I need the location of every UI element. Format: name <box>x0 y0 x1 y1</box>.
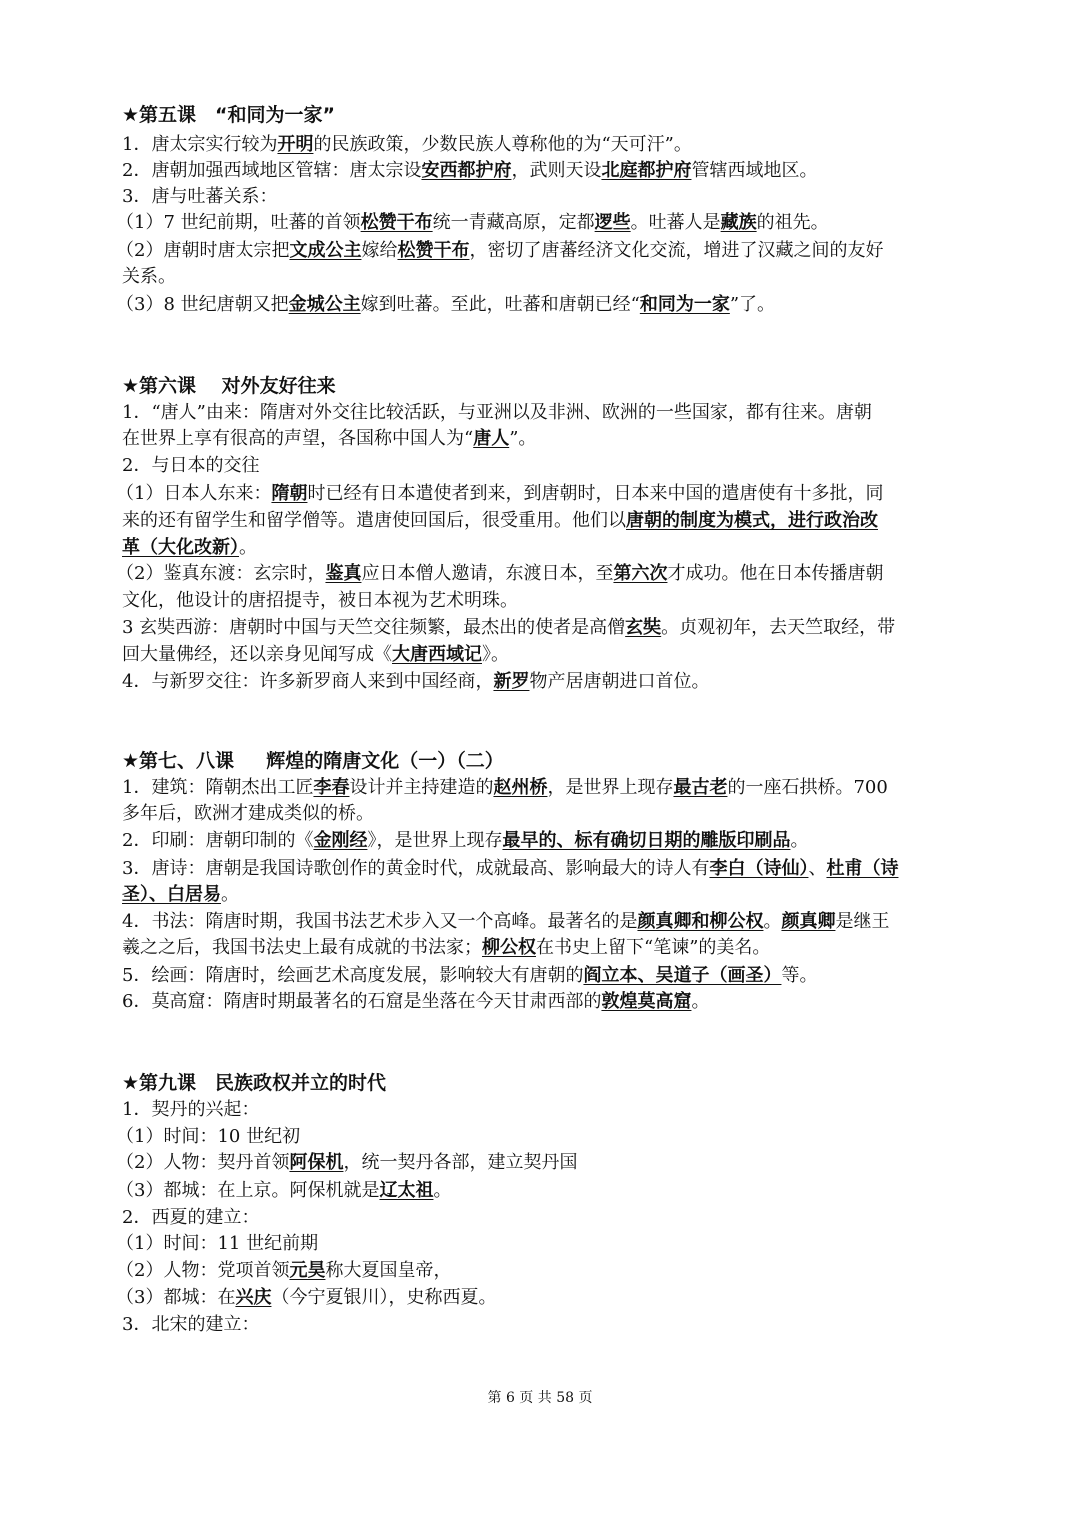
text-line: 在世界上享有很高的声望，各国称中国人为“唐人”。 <box>122 428 537 449</box>
text-line: 2．与日本的交往 <box>122 455 260 476</box>
keyword: 玄奘 <box>625 617 662 638</box>
text-line: 3．北宋的建立： <box>122 1314 260 1335</box>
text-line: 1．唐太宗实行较为开明的民族政策，少数民族人尊称他的为“天可汗”。 <box>122 134 692 155</box>
text-line: 2．西夏的建立： <box>122 1207 260 1228</box>
text-line: 4．书法：隋唐时期，我国书法艺术步入又一个高峰。最著名的是颜真卿和柳公权。颜真卿是继王 <box>122 911 890 932</box>
text-line: （1）时间：10 世纪初 <box>116 1126 301 1147</box>
keyword: 文成公主 <box>289 240 362 261</box>
keyword: 阿保机 <box>289 1152 344 1173</box>
text-line: 多年后，欧洲才建成类似的桥。 <box>122 803 374 824</box>
keyword: 松赞干布 <box>397 240 470 261</box>
text-line: （3）都城：在上京。阿保机就是辽太祖。 <box>116 1180 452 1201</box>
keyword: 最古老 <box>673 777 728 798</box>
text-line: 革（大化改新）。 <box>122 537 257 558</box>
keyword: 阎立本、吴道子（画圣） <box>583 965 782 986</box>
section-title-lesson-7-8: ★第七、八课 辉煌的隋唐文化（一）（二） <box>122 750 504 772</box>
text-line: 6．莫高窟：隋唐时期最著名的石窟是坐落在今天甘肃西部的敦煌莫高窟。 <box>122 991 710 1012</box>
text-line: 1．“唐人”由来：隋唐对外交往比较活跃，与亚洲以及非洲、欧洲的一些国家，都有往来。唐朝 <box>122 402 872 423</box>
text-line: 文化，他设计的唐招提寺，被日本视为艺术明珠。 <box>122 590 518 611</box>
text-line: 3．唐与吐蕃关系： <box>122 186 278 207</box>
text-line: 1．契丹的兴起： <box>122 1099 260 1120</box>
text-line: （2）人物：党项首领元昊称大夏国皇帝， <box>116 1260 452 1281</box>
text-line: 圣）、白居易。 <box>122 884 239 905</box>
keyword: 辽太祖 <box>379 1180 434 1201</box>
keyword: 松赞干布 <box>360 212 433 233</box>
keyword: 赵州桥 <box>493 777 548 798</box>
text-line: （3）8 世纪唐朝又把金城公主嫁到吐蕃。至此，吐蕃和唐朝已经“和同为一家”了。 <box>116 294 776 315</box>
text-line: 2．唐朝加强西域地区管辖：唐太宗设安西都护府，武则天设北庭都护府管辖西域地区。 <box>122 160 818 181</box>
keyword: 革（大化改新） <box>122 537 239 558</box>
keyword: 鉴真 <box>325 563 362 584</box>
text-line: （1）日本人东来：隋朝时已经有日本遣使者到来，到唐朝时，日本来中国的遣唐使有十多批，同 <box>116 483 884 504</box>
text-line: （3）都城：在兴庆（今宁夏银川），史称西夏。 <box>116 1287 497 1308</box>
text-line: 4．与新罗交往：许多新罗商人来到中国经商，新罗物产居唐朝进口首位。 <box>122 671 710 692</box>
section-title-lesson-9: ★第九课 民族政权并立的时代 <box>122 1072 387 1094</box>
keyword: 第六次 <box>613 563 668 584</box>
section-title-lesson-5: ★第五课 “和同为一家” <box>122 104 336 126</box>
keyword: 逻些 <box>594 212 631 233</box>
section-title-lesson-6: ★第六课 对外友好往来 <box>122 375 336 397</box>
keyword: 唐人 <box>473 428 510 449</box>
keyword: 安西都护府 <box>421 160 512 181</box>
text-line: 羲之之后，我国书法史上最有成就的书法家；柳公权在书史上留下“笔谏”的美名。 <box>122 937 771 958</box>
text-line: （1）时间：11 世纪前期 <box>116 1233 319 1254</box>
keyword: 元昊 <box>289 1260 326 1281</box>
text-line: 1．建筑：隋朝杰出工匠李春设计并主持建造的赵州桥，是世界上现存最古老的一座石拱桥。700 <box>122 777 888 798</box>
page-number-footer: 第 6 页 共 58 页 <box>487 1390 593 1406</box>
text-line: 5．绘画：隋唐时，绘画艺术高度发展，影响较大有唐朝的阎立本、吴道子（画圣）等。 <box>122 965 818 986</box>
keyword: 敦煌莫高窟 <box>601 991 692 1012</box>
text-line: 关系。 <box>122 266 176 287</box>
text-line: 来的还有留学生和留学僧等。遣唐使回国后，很受重用。他们以唐朝的制度为模式，进行政治改 <box>122 510 878 531</box>
keyword: 隋朝 <box>271 483 308 504</box>
text-line: （2）唐朝时唐太宗把文成公主嫁给松赞干布，密切了唐蕃经济文化交流，增进了汉藏之间的友好 <box>116 240 884 261</box>
keyword: 金城公主 <box>288 294 361 315</box>
keyword: 开明 <box>277 134 314 155</box>
keyword: 杜甫（诗 <box>826 858 899 879</box>
keyword: 新罗 <box>493 671 530 692</box>
text-line: 3．唐诗：唐朝是我国诗歌创作的黄金时代，成就最高、影响最大的诗人有李白（诗仙）、杜甫（诗 <box>122 858 899 879</box>
keyword: 藏族 <box>720 212 757 233</box>
keyword: 李白（诗仙） <box>709 858 809 879</box>
keyword: 北庭都护府 <box>601 160 692 181</box>
keyword: 唐朝的制度为模式，进行政治改 <box>626 510 878 531</box>
keyword: 颜真卿 <box>781 911 836 932</box>
text-line: 回大量佛经，还以亲身见闻写成《大唐西域记》。 <box>122 644 509 665</box>
keyword: 和同为一家 <box>639 294 730 315</box>
keyword: 最早的、标有确切日期的雕版印刷品 <box>502 830 791 851</box>
keyword: 颜真卿和柳公权 <box>637 911 764 932</box>
keyword: 大唐西域记 <box>392 644 482 665</box>
keyword: 圣）、白居易 <box>122 884 221 905</box>
text-line: （2）鉴真东渡：玄宗时，鉴真应日本僧人邀请，东渡日本，至第六次才成功。他在日本传播唐朝 <box>116 563 884 584</box>
text-line: 2．印刷：唐朝印制的《金刚经》，是世界上现存最早的、标有确切日期的雕版印刷品。 <box>122 830 809 851</box>
text-line: 3 玄奘西游：唐朝时中国与天竺交往频繁，最杰出的使者是高僧玄奘。贞观初年，去天竺取经，带 <box>122 617 896 638</box>
keyword: 柳公权 <box>482 937 536 958</box>
text-line: （1）7 世纪前期，吐蕃的首领松赞干布统一青藏高原，定都逻些。吐蕃人是藏族的祖先。 <box>116 212 829 233</box>
keyword: 李春 <box>313 777 350 798</box>
keyword: 金刚经 <box>313 830 368 851</box>
keyword: 兴庆 <box>235 1287 272 1308</box>
text-line: （2）人物：契丹首领阿保机，统一契丹各部，建立契丹国 <box>116 1152 578 1173</box>
